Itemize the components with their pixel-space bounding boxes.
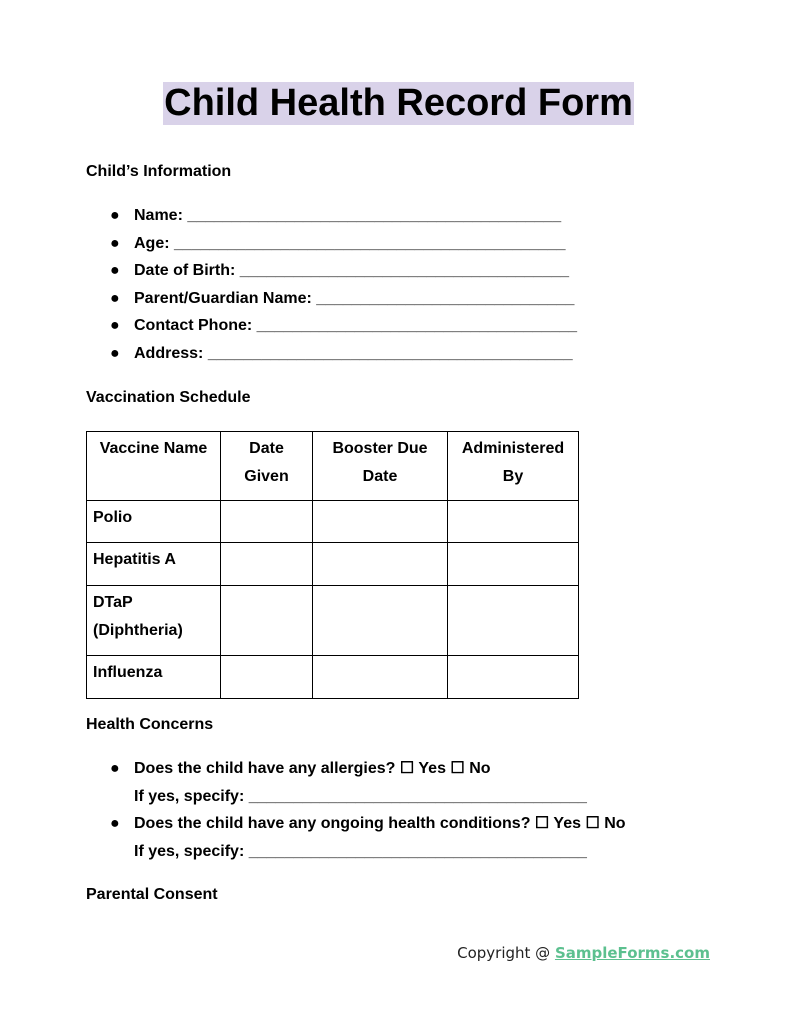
sampleforms-link[interactable]: SampleForms.com — [554, 944, 710, 962]
table-header-row — [87, 432, 579, 501]
vaccination-table — [86, 431, 579, 699]
age-blank[interactable]: ____________________________________________ — [174, 234, 566, 252]
allergies-question: ● Does the child have any allergies? ☐ Yes ☐ No — [110, 760, 491, 777]
conditions-checkboxes[interactable]: Does the child have any ongoing health conditions? ☐ Yes ☐ No — [134, 815, 626, 832]
field-age: ● Age: ____________________________________________ — [110, 234, 566, 252]
field-parent-name: ● Parent/Guardian Name: _____________________________ — [110, 289, 575, 307]
page-title: Child Health Record Form — [164, 82, 633, 124]
dob-blank[interactable]: _____________________________________ — [239, 262, 570, 279]
table-row — [87, 586, 579, 656]
vaccine-name: Hepatitis A — [87, 543, 221, 586]
date-given-cell[interactable] — [221, 586, 313, 656]
header-vaccine-name: Vaccine Name — [87, 432, 221, 501]
vaccine-name: DTaP (Diphtheria) — [87, 586, 221, 656]
booster-cell[interactable] — [313, 501, 448, 543]
administered-cell[interactable] — [448, 543, 579, 586]
header-date-given: Date Given — [221, 432, 313, 501]
administered-cell[interactable] — [448, 501, 579, 543]
header-booster-due-date: Booster Due Date — [313, 432, 448, 501]
booster-cell[interactable] — [313, 656, 448, 699]
vaccine-name: Influenza — [87, 656, 221, 699]
field-name: ● Name: __________________________________________ — [110, 207, 562, 224]
conditions-question: ● Does the child have any ongoing health conditions? ☐ Yes ☐ No — [110, 815, 626, 832]
section-childs-information: Child’s Information — [86, 163, 232, 180]
table-row — [87, 543, 579, 586]
date-given-cell[interactable] — [221, 543, 313, 586]
table-row — [87, 656, 579, 699]
field-address: ● Address: _________________________________________ — [110, 344, 573, 362]
booster-cell[interactable] — [313, 543, 448, 586]
field-date-of-birth: ● Date of Birth: _____________________________________ — [110, 262, 570, 279]
date-given-cell[interactable] — [221, 656, 313, 699]
section-health-concerns: Health Concerns — [86, 716, 214, 733]
section-parental-consent: Parental Consent — [86, 886, 218, 903]
header-administered-by: Administered By — [448, 432, 579, 501]
phone-blank[interactable]: ____________________________________ — [256, 317, 578, 334]
footer-copyright: Copyright @ SampleForms.com — [457, 944, 710, 962]
conditions-specify[interactable]: If yes, specify: ______________________________________ — [134, 842, 587, 860]
table-row — [87, 501, 579, 543]
health-concerns-list — [86, 755, 626, 865]
allergies-specify[interactable]: If yes, specify: ______________________________________ — [134, 787, 587, 805]
administered-cell[interactable] — [448, 656, 579, 699]
booster-cell[interactable] — [313, 586, 448, 656]
name-blank[interactable]: __________________________________________ — [187, 207, 562, 224]
parent-name-blank[interactable]: _____________________________ — [316, 289, 575, 307]
date-given-cell[interactable] — [221, 501, 313, 543]
vaccine-name: Polio — [87, 501, 221, 543]
field-contact-phone: ● Contact Phone: ____________________________________ — [110, 317, 578, 334]
administered-cell[interactable] — [448, 586, 579, 656]
allergies-checkboxes[interactable]: Does the child have any allergies? ☐ Yes ☐ No — [134, 760, 491, 777]
section-vaccination-schedule: Vaccination Schedule — [86, 389, 251, 406]
child-info-list — [86, 202, 577, 367]
address-blank[interactable]: _________________________________________ — [207, 344, 573, 362]
